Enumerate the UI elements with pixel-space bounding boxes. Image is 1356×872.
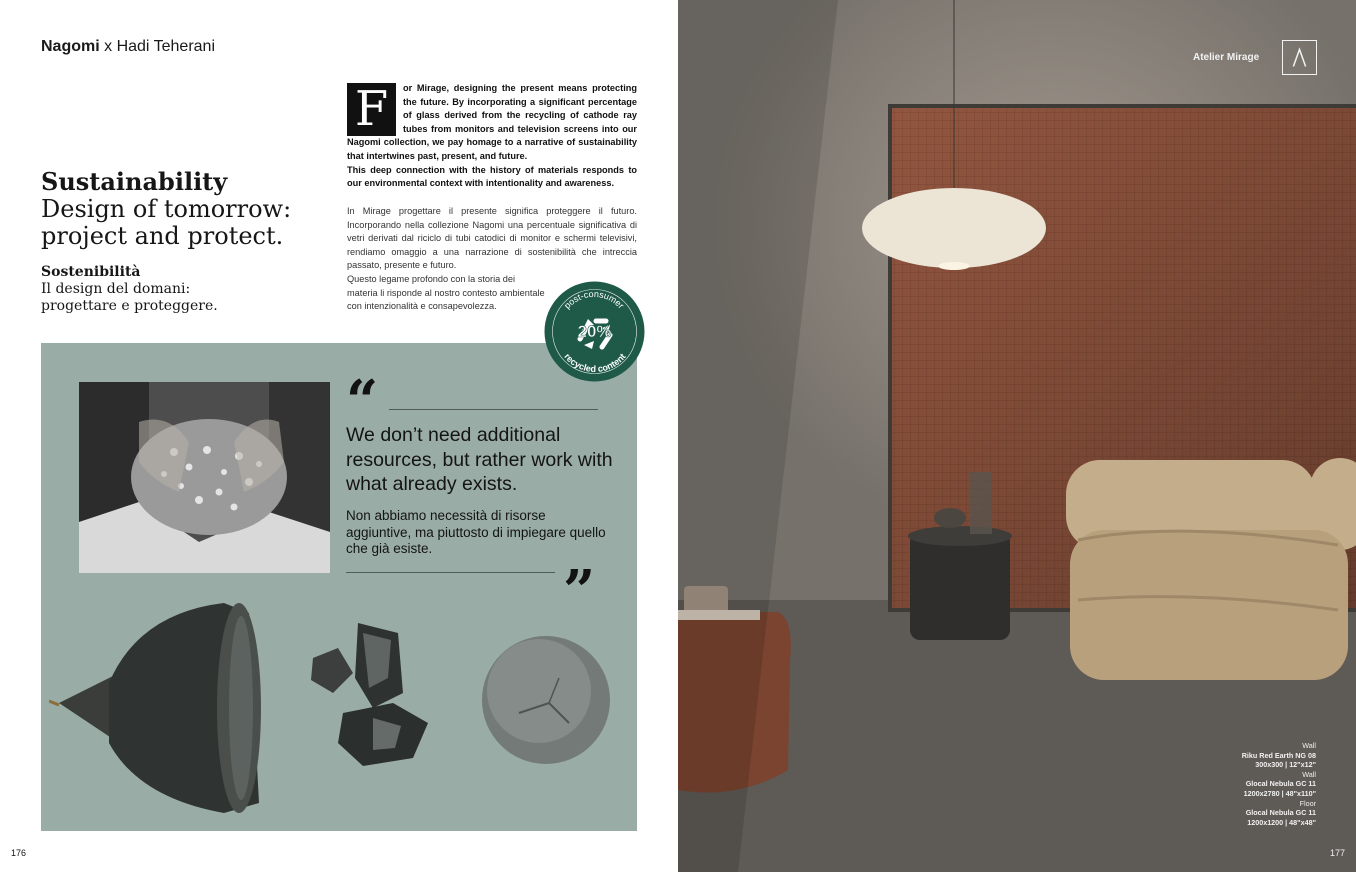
- atelier-mirage-logo-icon: [1282, 40, 1317, 75]
- brand-header: [41, 38, 215, 56]
- quote-open-mark: “: [346, 368, 379, 434]
- headline-block: [41, 168, 331, 250]
- glass-powder-sphere-image: [479, 633, 614, 768]
- right-page: [678, 0, 1356, 872]
- headline-line-2: project and protect.: [41, 222, 284, 250]
- atelier-label: Atelier Mirage: [1193, 52, 1260, 63]
- page-number-right: 177: [1330, 848, 1346, 858]
- body-text-english: [347, 82, 637, 191]
- pendant-lamp: [862, 188, 1046, 268]
- crushed-glass-image: [303, 618, 443, 768]
- dropcap-letter: F: [347, 83, 396, 136]
- seal-bottom-text: recycled content: [562, 351, 628, 375]
- brand-name: Nagomi: [41, 38, 100, 55]
- seal-top-text: post-consumer: [562, 288, 627, 311]
- seal-percent: 20%: [577, 322, 612, 341]
- brand-collab: x Hadi Teherani: [104, 38, 216, 55]
- page-number-left: 176: [11, 848, 27, 858]
- quote-english: We don’t need additional resources, but rather work with what already exists.: [346, 424, 613, 495]
- subheadline-block: [41, 264, 331, 315]
- recycled-content-seal: [544, 281, 645, 382]
- headline-title: Sustainability: [41, 167, 228, 196]
- quote-close-mark: ”: [563, 558, 596, 624]
- spec-item: Floor Glocal Nebula GC 11 1200x1200 | 48"x48": [1245, 798, 1316, 827]
- sofa: [1066, 458, 1356, 680]
- quote-rule-bottom: [346, 572, 555, 573]
- spec-item: Wall Riku Red Earth NG 08 300x300 | 12"x12": [1241, 741, 1316, 770]
- product-specs: [1158, 741, 1316, 827]
- subheadline-title: Sostenibilità: [41, 264, 141, 280]
- headline-line-1: Design of tomorrow:: [41, 195, 292, 223]
- cathode-ray-tube-image: [49, 593, 269, 823]
- body-text-italian-tail: Questo legame profondo con la storia dei materia li risponde al nostro contesto ambientale con intenzionalità e consapevolezza.: [347, 274, 545, 312]
- quote-italian: Non abbiamo necessità di risorse aggiuntive, ma piuttosto di impiegare quello che già esiste.: [346, 508, 606, 556]
- quote-panel: [41, 343, 637, 831]
- body-en-paragraph-1: or Mirage, designing the present means protecting the future. By incorporating a significant percentage of glass derived from the recycling of cathode ray tubes from monitors and television screens into our Nagomi collection, we pay homage to a narrative of sustainability that intertwines past, present, and future.: [347, 83, 637, 161]
- body-en-paragraph-2: This deep connection with the history of materials responds to our environmental context with intentionality and awareness.: [347, 164, 637, 189]
- glass-fragments-photo: [79, 382, 330, 573]
- subheadline-line-1: Il design del domani:: [41, 281, 191, 297]
- body-text-italian: In Mirage progettare il presente significa proteggere il futuro. Incorporando nella collezione Nagomi una percentuale significativa di vetri derivati dal riciclo di tubi catodici di monitor e schermi televisivi, rendiamo omaggio a una narrazione di sostenibilità che intreccia passato, presente e futuro.: [347, 206, 637, 271]
- spec-item: Wall Glocal Nebula GC 11 1200x2780 | 48"x110": [1243, 769, 1316, 798]
- subheadline-line-2: progettare e proteggere.: [41, 298, 218, 314]
- quote-rule-top: [389, 409, 598, 410]
